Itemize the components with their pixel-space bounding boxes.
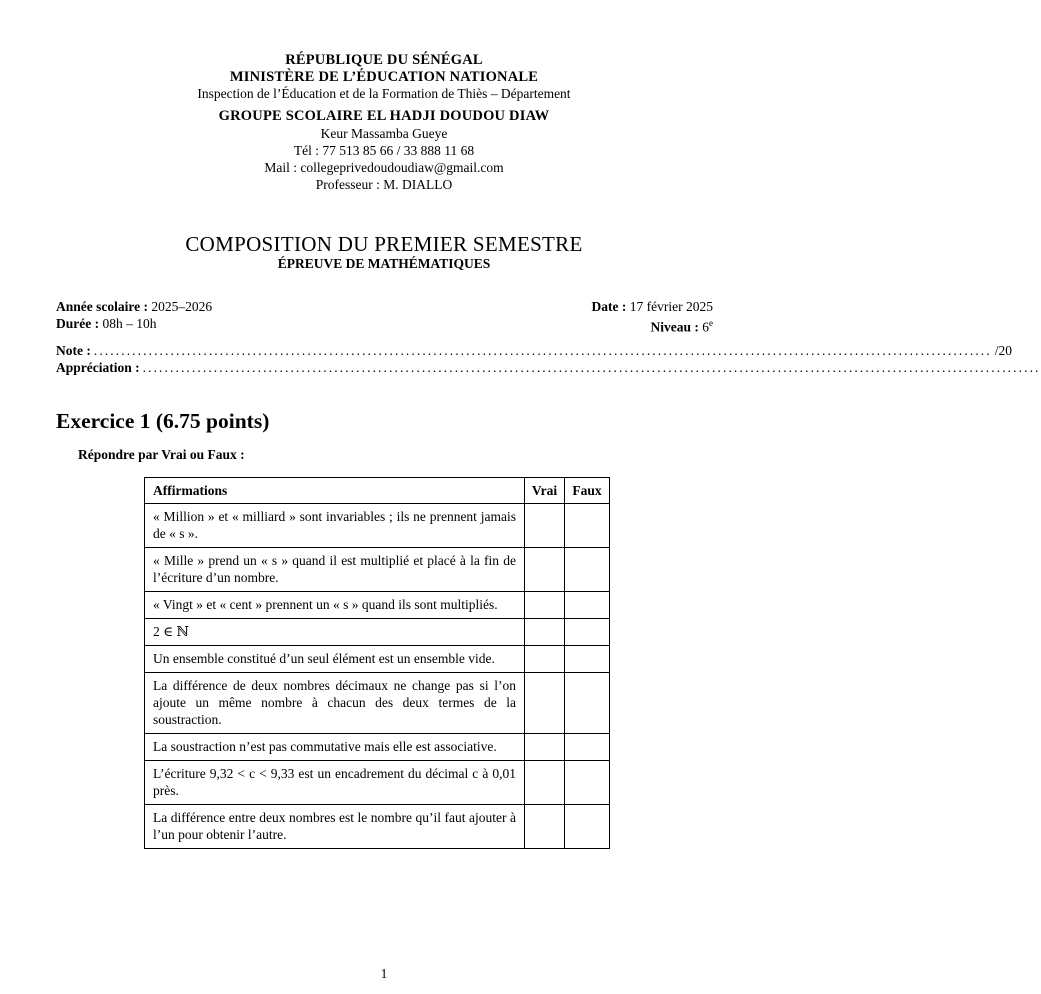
page-number: 1 — [380, 966, 388, 981]
school-year-value: 2025–2026 — [151, 299, 213, 314]
affirmation-text: La soustraction n’est pas commutative mais elle est associative. — [145, 734, 525, 761]
table-row — [145, 619, 610, 646]
republic-heading: RÉPUBLIQUE DU SÉNÉGAL — [285, 52, 483, 68]
exam-title: COMPOSITION DU PREMIER SEMESTRE — [185, 232, 583, 256]
table-header-row — [145, 478, 610, 504]
school-name: GROUPE SCOLAIRE EL HADJI DOUDOU DIAW — [218, 108, 550, 124]
true-false-table — [144, 477, 610, 849]
vrai-answer-cell[interactable] — [525, 504, 565, 548]
school-year-label: Année scolaire : — [56, 299, 148, 314]
duration — [56, 315, 156, 332]
faux-answer-cell[interactable] — [565, 504, 610, 548]
date-label: Date : — [591, 299, 627, 314]
affirmation-text: L’écriture 9,32 < c < 9,33 est un encadrement du décimal c à 0,01 près. — [145, 761, 525, 805]
faux-answer-cell[interactable] — [565, 646, 610, 673]
header-vrai: Vrai — [525, 478, 565, 504]
exam-date — [592, 298, 713, 315]
duration-value: 08h – 10h — [102, 316, 157, 331]
table-row — [145, 504, 610, 548]
affirmation-text: « Vingt » et « cent » prennent un « s » quand ils sont multipliés. — [145, 592, 525, 619]
note-suffix: /20 — [994, 343, 1013, 358]
table-row — [145, 805, 610, 849]
vrai-answer-cell[interactable] — [525, 548, 565, 592]
table-row — [145, 761, 610, 805]
exercise-instruction: Répondre par Vrai ou Faux : — [78, 447, 245, 462]
exam-subtitle: ÉPREUVE DE MATHÉMATIQUES — [277, 256, 491, 271]
note-line[interactable] — [56, 343, 1013, 359]
faux-answer-cell[interactable] — [565, 673, 610, 734]
vrai-answer-cell[interactable] — [525, 673, 565, 734]
level-label: Niveau : — [650, 319, 699, 335]
inspection-line: Inspection de l’Éducation et de la Formation de Thiès – Département — [197, 86, 571, 101]
vrai-answer-cell[interactable] — [525, 646, 565, 673]
exercise-title: Exercice 1 (6.75 points) — [56, 409, 270, 433]
affirmation-text: « Mille » prend un « s » quand il est multiplié et placé à la fin de l’écriture d’un nombre. — [145, 548, 525, 592]
appreciation-label: Appréciation : — [56, 360, 140, 375]
school-year — [56, 298, 212, 315]
date-value: 17 février 2025 — [629, 299, 713, 314]
school-address: Keur Massamba Gueye — [320, 126, 448, 141]
note-label: Note : — [56, 343, 91, 358]
faux-answer-cell[interactable] — [565, 548, 610, 592]
header-affirmations: Affirmations — [145, 478, 525, 504]
affirmation-text: « Million » et « milliard » sont invariables ; ils ne prennent jamais de « s ». — [145, 504, 525, 548]
faux-answer-cell[interactable] — [565, 592, 610, 619]
table-row — [145, 734, 610, 761]
header-faux: Faux — [565, 478, 610, 504]
faux-answer-cell[interactable] — [565, 734, 610, 761]
vrai-answer-cell[interactable] — [525, 761, 565, 805]
table-row — [145, 592, 610, 619]
school-mail: Mail : collegeprivedoudoudiaw@gmail.com — [264, 160, 504, 175]
table-row — [145, 548, 610, 592]
faux-answer-cell[interactable] — [565, 805, 610, 849]
duration-label: Durée : — [56, 316, 100, 331]
vrai-answer-cell[interactable] — [525, 734, 565, 761]
level-value: 6 — [702, 319, 709, 335]
appreciation-line[interactable] — [56, 360, 1041, 376]
faux-answer-cell[interactable] — [565, 761, 610, 805]
teacher-line: Professeur : M. DIALLO — [315, 177, 453, 192]
faux-answer-cell[interactable] — [565, 619, 610, 646]
vrai-answer-cell[interactable] — [525, 805, 565, 849]
level-superscript: e — [709, 318, 713, 328]
affirmation-text: La différence de deux nombres décimaux ne change pas si l’on ajoute un même nombre à chacun des deux termes de la soustraction. — [145, 673, 525, 734]
school-phone: Tél : 77 513 85 66 / 33 888 11 68 — [293, 143, 475, 158]
appreciation-dots: .................................................................................................................................................................... — [142, 360, 1041, 375]
vrai-answer-cell[interactable] — [525, 592, 565, 619]
affirmation-text: La différence entre deux nombres est le nombre qu’il faut ajouter à l’un pour obtenir l’autre. — [145, 805, 525, 849]
note-dots: .................................................................................................................................................................... — [93, 343, 992, 358]
table-row — [145, 646, 610, 673]
affirmation-text: Un ensemble constitué d’un seul élément est un ensemble vide. — [145, 646, 525, 673]
class-level — [651, 315, 714, 336]
table-row — [145, 673, 610, 734]
vrai-answer-cell[interactable] — [525, 619, 565, 646]
ministry-heading: MINISTÈRE DE L’ÉDUCATION NATIONALE — [229, 69, 539, 85]
affirmation-text: 2 ∈ ℕ — [145, 619, 525, 646]
